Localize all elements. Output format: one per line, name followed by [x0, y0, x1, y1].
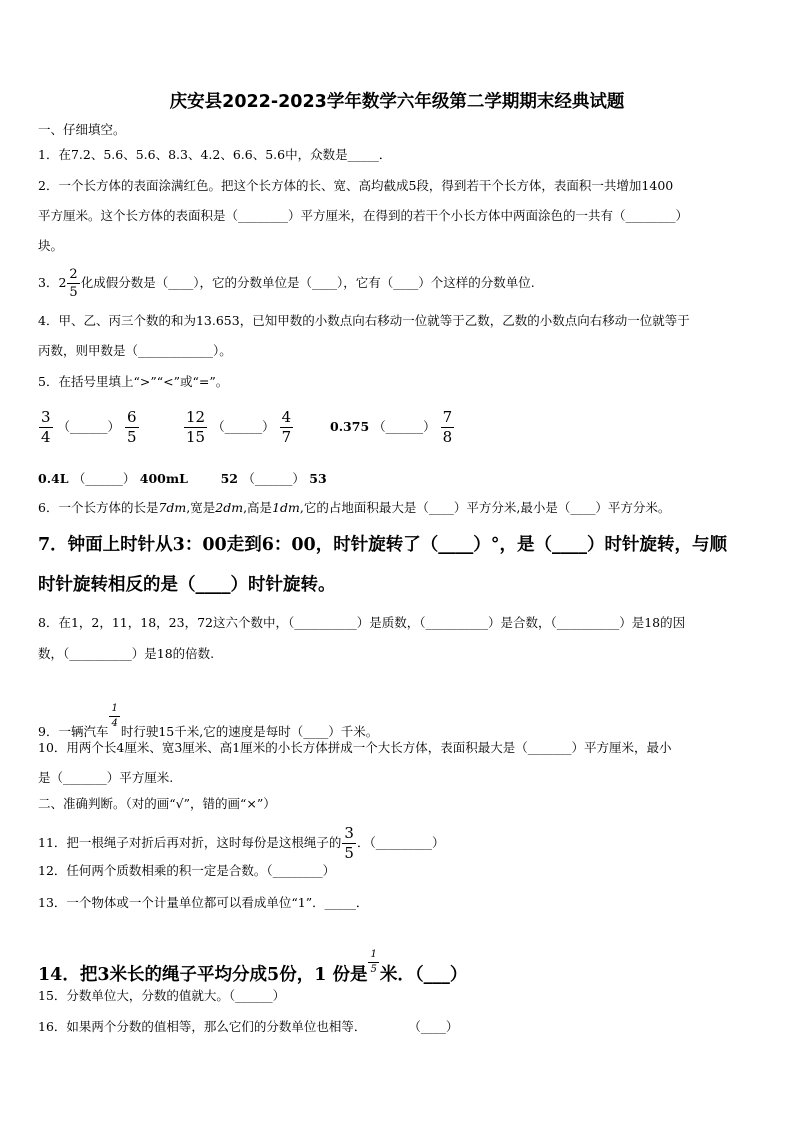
question-13: 13．一个物体或一个计量单位都可以看成单位“1”．_____． — [38, 895, 369, 910]
fraction-numerator: 12 — [186, 408, 206, 426]
question-12: 12．任何两个质数相乘的积一定是合数。（________） — [38, 863, 336, 878]
question-6-text: ,宽是 — [186, 500, 216, 515]
question-7-line-2: 时针旋转相反的是（____）时针旋转。 — [38, 575, 336, 595]
question-16-text: 16．如果两个分数的值相等，那么它们的分数单位也相等． — [38, 1019, 367, 1034]
question-2-line-1: 2．一个长方体的表面涂满红色。把这个长方体的长、宽、高均截成5段，得到若干个长方体，表面积一共增加1400 — [38, 178, 674, 193]
q5-value: 400mL — [139, 471, 188, 486]
fraction-denominator: 5 — [370, 964, 377, 975]
q5-value: 53 — [309, 471, 327, 486]
fraction-numerator: 1 — [109, 704, 119, 717]
q5-value: 52 — [220, 471, 239, 486]
question-11-fraction — [342, 826, 356, 861]
section-heading-fill-in: 一、仔细填空。 — [38, 122, 126, 137]
question-6-text: ,它的占地面积最大是（____）平方分米,最小是（____）平方分米。 — [299, 500, 671, 515]
q5-value: 0.4L — [38, 471, 69, 486]
q5-fraction — [184, 410, 207, 445]
question-3 — [38, 268, 535, 299]
q5-fraction — [39, 410, 53, 445]
question-8-line-2: 数，（__________）是18的倍数. — [38, 646, 215, 661]
question-11-text: 11．把一根绳子对折后再对折，这时每份是这根绳子的 — [38, 835, 342, 850]
question-9-fraction — [109, 704, 119, 729]
q5-fraction — [125, 410, 139, 445]
fraction-numerator: 4 — [281, 408, 292, 426]
q5-fraction — [280, 410, 294, 445]
fraction-numerator: 1 — [368, 950, 378, 963]
question-2-line-3: 块。 — [38, 238, 64, 253]
question-2-line-2: 平方厘米。这个长方体的表面积是（________）平方厘米，在得到的若干个小长方体中两面涂色的一共有（________） — [38, 208, 689, 223]
question-16-blank[interactable]: （____） — [408, 1019, 459, 1034]
length-value: 7dm — [158, 500, 187, 515]
q5-blank[interactable]: （______） — [373, 419, 436, 434]
question-14-fraction — [368, 950, 378, 975]
width-value: 2dm — [215, 500, 244, 515]
question-9 — [38, 704, 378, 740]
question-16 — [38, 1019, 458, 1035]
fraction-denominator: 5 — [127, 428, 137, 446]
question-4-line-2: 丙数，则甲数是（____________）。 — [38, 343, 232, 358]
question-14 — [38, 950, 467, 986]
question-6-text: ,高是 — [243, 500, 273, 515]
question-14-text: 14．把3米长的绳子平均分成5份，1 份是 — [38, 965, 368, 985]
question-3-text: 化成假分数是（____），它的分数单位是（____），它有（____）个这样的分数单位. — [80, 275, 535, 290]
fraction-numerator: 3 — [41, 408, 51, 426]
question-11 — [38, 826, 444, 861]
question-9-text: 时行驶15千米,它的速度是每时（____）千米。 — [120, 724, 379, 739]
question-3-prefix: 3．2 — [38, 275, 67, 290]
fraction-denominator: 15 — [186, 428, 206, 446]
question-9-text: 9．一辆汽车 — [38, 724, 109, 739]
fraction-denominator: 7 — [281, 428, 292, 446]
section-heading-true-false: 二、准确判断。（对的画“√”，错的画“×”） — [38, 796, 276, 811]
question-10-line-1: 10．用两个长4厘米、宽3厘米、高1厘米的小长方体拼成一个大长方体，表面积最大是（_______）平方厘米，最小 — [38, 740, 672, 755]
q5-decimal: 0.375 — [330, 419, 370, 434]
fraction-numerator: 6 — [127, 408, 137, 426]
fraction-numerator: 7 — [442, 408, 453, 426]
fraction-numerator: 3 — [344, 824, 354, 842]
q5-blank[interactable]: （______） — [242, 471, 305, 486]
fraction-numerator: 2 — [69, 267, 78, 282]
question-7-line-1: 7．钟面上时针从3：00走到6：00，时针旋转了（____）°，是（____）时针旋转，与顺 — [38, 535, 727, 555]
q5-fraction — [441, 410, 455, 445]
question-10-line-2: 是（_______）平方厘米. — [38, 770, 174, 785]
question-5: 5．在括号里填上“>”“<”或“=”。 — [38, 374, 229, 389]
question-6-text: 6．一个长方体的长是 — [38, 500, 159, 515]
fraction-denominator: 5 — [69, 285, 78, 300]
q5-blank[interactable]: （______） — [72, 471, 136, 486]
q5-compare-2 — [183, 410, 294, 445]
q5-blank[interactable]: （______） — [57, 419, 121, 434]
q5-compare-1 — [38, 410, 140, 445]
question-8-line-1: 8．在1，2，11，18，23，72这六个数中，（__________）是质数，（__________）是合数，（__________）是18的因 — [38, 615, 686, 630]
fraction-denominator: 8 — [442, 428, 453, 446]
page-title: 庆安县2022-2023学年数学六年级第二学期期末经典试题 — [169, 92, 625, 112]
q5-blank[interactable]: （______） — [212, 419, 275, 434]
question-6 — [38, 500, 670, 516]
q5-row-2 — [38, 469, 327, 487]
question-3-fraction — [67, 268, 79, 299]
fraction-denominator: 4 — [111, 718, 118, 729]
question-15: 15．分数单位大，分数的值就大。（______） — [38, 988, 286, 1003]
fraction-denominator: 4 — [41, 428, 51, 446]
question-11-text: ．（_________） — [356, 835, 445, 850]
question-1: 1．在7.2、5.6、5.6、8.3、4.2、6.6、5.6中，众数是_____． — [38, 147, 392, 162]
fraction-denominator: 5 — [344, 844, 354, 862]
question-14-text: 米．（___） — [379, 965, 468, 985]
question-4-line-1: 4．甲、乙、丙三个数的和为13.653，已知甲数的小数点向右移动一位就等于乙数，乙数的小数点向右移动一位就等于 — [38, 313, 690, 328]
q5-compare-3 — [330, 410, 455, 445]
height-value: 1dm — [272, 500, 300, 515]
